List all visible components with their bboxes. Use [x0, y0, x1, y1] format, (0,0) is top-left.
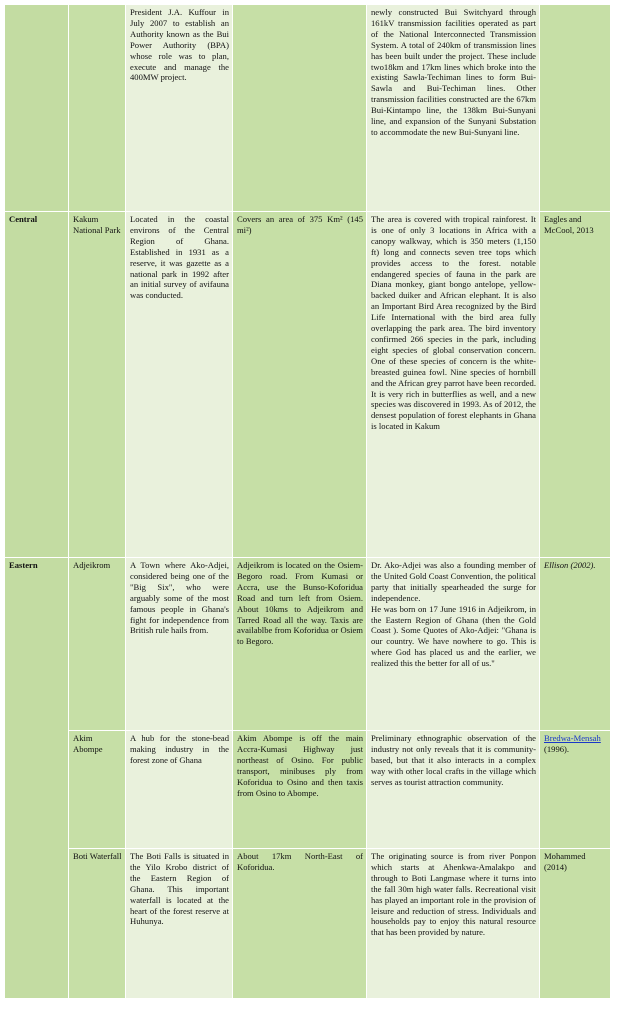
description-cell: A hub for the stone-bead making industry in the forest zone of Ghana	[126, 731, 233, 849]
site-cell	[69, 5, 126, 212]
reference-cell	[540, 731, 611, 849]
location-cell: Adjeikrom is located on the Osiem-Begoro road. From Kumasi or Accra, use the Bunso-Koforidua Road and turn left from Osiem. About 10kms to Adjeikrom and Tarred Road all the way. Taxis are availablbe from Koforidua or Osiem to Begoro.	[233, 558, 367, 731]
reference-cell	[540, 558, 611, 731]
table-row	[5, 558, 611, 731]
reference-cell	[540, 5, 611, 212]
details-cell: Preliminary ethnographic observation of the industry not only reveals that it is community-based, but that it also interacts in a complex way with other local crafts in the village which serves as tourist attraction community.	[367, 731, 540, 849]
description-cell: Located in the coastal environs of the Central Region of Ghana. Established in 1931 as a reserve, it was gazette as a national park in 1992 after an initial survey of avifauna was conducted.	[126, 212, 233, 558]
region-cell: Eastern	[5, 558, 69, 999]
details-cell: The area is covered with tropical rainforest. It is one of only 3 locations in Africa with a canopy walkway, which is 350 meters (1,150 ft) long and connects seven tree tops which provides access to the forest. notable endangered species of fauna in the park are Diana monkey, giant bongo antelope, yellow-backed duiker and African elephant. It is also an Important Bird Area recognized by the Bird Life International with the bird area fully overlapping the park area. The bird inventory confirmed 266 species in the park, including eight species of global conservation concern. One of these species of concern is the white-breasted guinea fowl. Nine species of hornbill and the African grey parrot have been recorded. It is very rich in butterflies as well, and a new species was discovered in 1993. As of 2012, the densest population of forest elephants in Ghana is located in Kakum	[367, 212, 540, 558]
reference-year: (1996).	[544, 743, 570, 754]
description-cell: President J.A. Kuffour in July 2007 to establish an Authority known as the Bui Power Authority (BPA) whose role was to plan, execute and manage the 400MW project.	[126, 5, 233, 212]
site-cell: Adjeikrom	[69, 558, 126, 731]
location-cell: Akim Abompe is off the main Accra-Kumasi Highway just northeast of Osino. For public transport, minibuses ply from Koforidua to Osino and then taxis from Osino to Abompe.	[233, 731, 367, 849]
details-cell: Dr. Ako-Adjei was also a founding member of the United Gold Coast Convention, the political party that initially spearheaded the surge for independence. He was born on 17 June 1916 in Adjeikrom, in the Eastern Region of Ghana (then the Gold Coast ). Some Quotes of Ako-Adjei: "Ghana is our country. We have nowhere to go. This is where God has placed us and the earlier, we realized this the better for all of us."	[367, 558, 540, 731]
reference-cell: Mohammed (2014)	[540, 849, 611, 999]
region-cell	[5, 5, 69, 212]
description-cell: The Boti Falls is situated in the Yilo Krobo district of the Eastern Region of Ghana. This important waterfall is located at the heart of the forest reserve at Huhunya.	[126, 849, 233, 999]
reference-text: Ellison (2002).	[544, 560, 596, 570]
table-row	[5, 849, 611, 999]
location-cell	[233, 5, 367, 212]
site-cell: Kakum National Park	[69, 212, 126, 558]
reference-cell: Eagles and McCool, 2013	[540, 212, 611, 558]
details-cell: newly constructed Bui Switchyard through 161kV transmission facilities operated as part of the National Interconnected Transmission System. A total of 240km of transmission lines has been built under the project. These include two18km and 17km lines which broke into the existing Sawla-Techiman lines to form Bui-Sawla and Bui-Techiman lines. Other transmission facilities constructed are the 67km Bui-Kintampo line, the 138km Bui-Sunyani line, and expansion of the Sunyani Substation to accommodate the new Bui-Sunyani line.	[367, 5, 540, 212]
table-row	[5, 212, 611, 558]
details-cell: The originating source is from river Ponpon which starts at Ahenkwa-Amalakpo and through to Boti Langmase where it turns into the fall 30m high water falls. Recreational visit has played an important role in the provision of leisure and reduction of stress. Individuals and households pay to enjoy this natural resource that has been provided by nature.	[367, 849, 540, 999]
location-cell: Covers an area of 375 Km² (145 mi²)	[233, 212, 367, 558]
table-row	[5, 5, 611, 212]
reference-link[interactable]: Bredwa-Mensah	[544, 733, 601, 743]
site-cell: Akim Abompe	[69, 731, 126, 849]
tourism-sites-table	[4, 4, 611, 999]
region-cell: Central	[5, 212, 69, 558]
location-cell: About 17km North-East of Koforidua.	[233, 849, 367, 999]
table-row	[5, 731, 611, 849]
site-cell: Boti Waterfall	[69, 849, 126, 999]
description-cell: A Town where Ako-Adjei, considered being one of the "Big Six", who were arguably some of the most famous people in Ghana's fight for independence from British rule hails from.	[126, 558, 233, 731]
